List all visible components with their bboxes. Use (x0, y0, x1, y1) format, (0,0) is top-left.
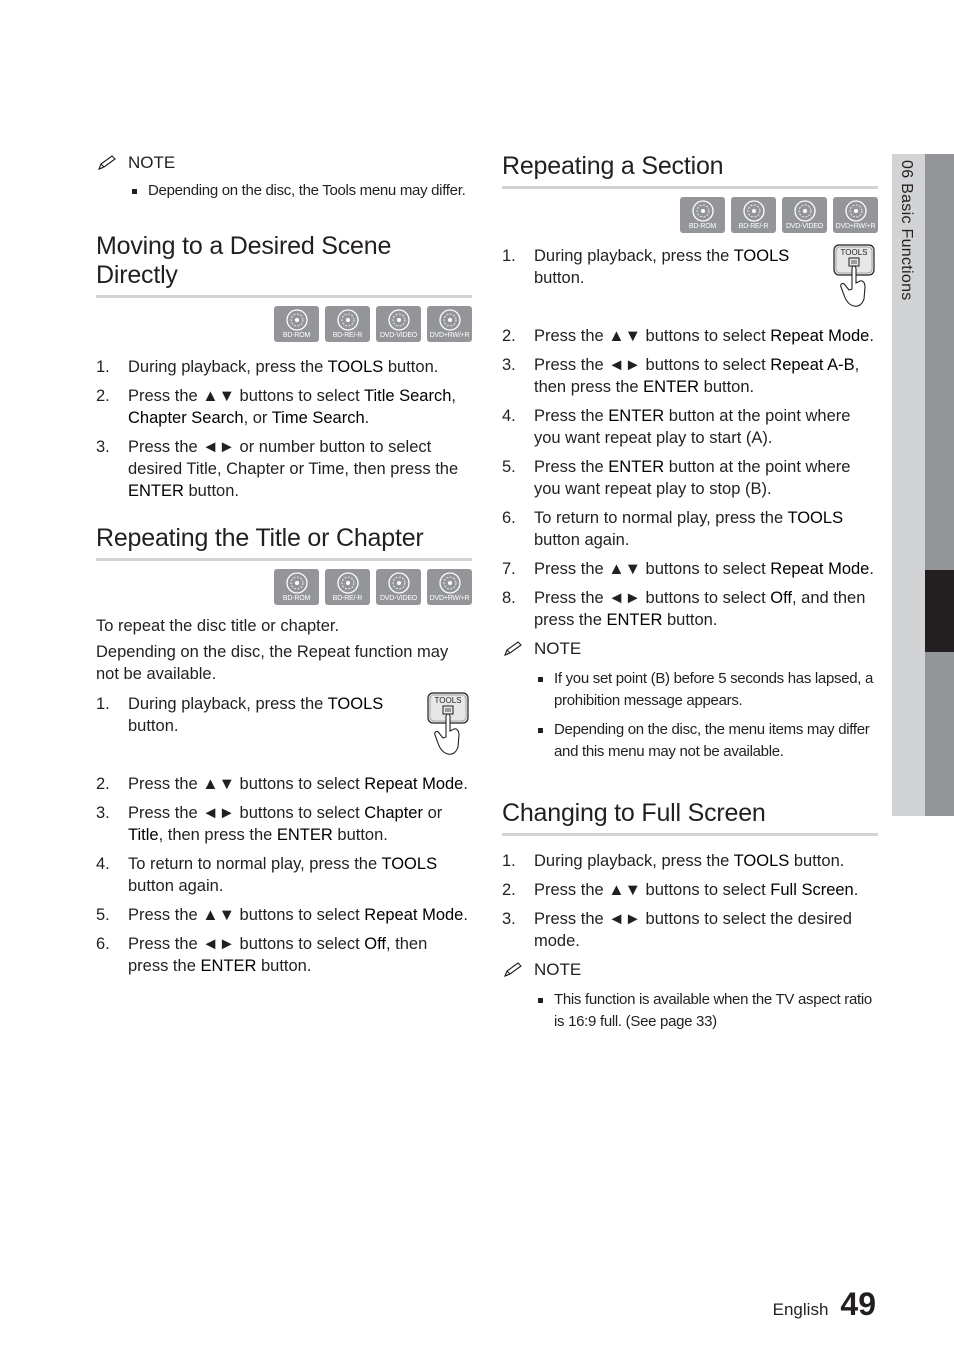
step-text-run: . (869, 327, 874, 345)
step-text (534, 509, 843, 549)
step-text-run: button. (128, 717, 179, 735)
step-text-run: . (853, 881, 859, 899)
disc-format-icon (731, 197, 776, 233)
disc-format-icon (782, 197, 827, 233)
disc-format-label: DVD-VIDEO (379, 332, 418, 339)
disc-format-icon (274, 306, 319, 342)
disc-format-icon (376, 569, 421, 605)
step-text-run: button at the point where you want repeat play to start (A). (534, 407, 851, 447)
step-text-run: , or (243, 409, 272, 427)
step-text-run: During playback, press the (534, 247, 734, 265)
step-text-run: During playback, press the (128, 358, 328, 376)
button-name: Chapter Search (128, 409, 244, 427)
button-name: Repeat Mode (364, 906, 464, 924)
button-name: TOOLS (733, 852, 790, 870)
step-text-run: or (422, 804, 443, 822)
step-text-run: button. (789, 852, 845, 870)
disc-format-label: DVD-VIDEO (785, 223, 824, 230)
step-item (502, 507, 878, 551)
step-item (502, 908, 878, 952)
note-heading (502, 636, 878, 662)
note-block (502, 957, 878, 1033)
note-item: Depending on the disc, the menu items may differ and this menu may not be available. (534, 719, 878, 763)
step-item (96, 802, 472, 846)
button-name: ENTER (606, 611, 663, 629)
button-name: Repeat Mode (770, 560, 870, 578)
step-text-run: button. (183, 482, 239, 500)
steps-list (96, 356, 472, 502)
button-name: TOOLS (733, 247, 790, 265)
button-name: Repeat Mode (770, 327, 870, 345)
step-number: 1. (502, 247, 516, 265)
step-text-run: Press the ◄► buttons to select (128, 804, 365, 822)
step-text-run: Press the ▲▼ buttons to select (534, 327, 771, 345)
step-text-run: Press the ▲▼ buttons to select (534, 881, 771, 899)
step-item (96, 773, 472, 795)
tools-button-label: TOOLS (840, 248, 868, 257)
step-number: 3. (502, 356, 516, 374)
note-block (96, 150, 472, 202)
disc-icon (743, 200, 765, 222)
step-text-run: , (451, 387, 457, 405)
step-item (502, 456, 878, 500)
section-title: Moving to a Desired Scene Directly (96, 232, 472, 298)
section-title: Repeating a Section (502, 152, 878, 189)
step-text-run: During playback, press the (534, 852, 734, 870)
disc-format-label: BD-RE/-R (332, 595, 363, 602)
step-text-run: Press the ◄► buttons to select the desired mode. (534, 910, 852, 950)
step-text-run: button. (256, 957, 312, 975)
step-number: 3. (96, 438, 110, 456)
step-number: 2. (502, 881, 516, 899)
step-number: 4. (96, 855, 110, 873)
step-text-run: To return to normal play, press the (534, 509, 788, 527)
step-text (534, 881, 858, 899)
button-name: Off (364, 935, 386, 953)
note-item: If you set point (B) before 5 seconds has lapsed, a prohibition message appears. (534, 668, 878, 712)
note-title: NOTE (534, 639, 582, 658)
step-text-run: . (463, 775, 468, 793)
disc-format-label: BD-ROM (688, 223, 717, 230)
disc-icons (502, 197, 878, 233)
step-text (534, 327, 874, 345)
step-text-run: . (869, 560, 874, 578)
button-name: Off (770, 589, 792, 607)
step-text-run: button. (332, 826, 388, 844)
disc-icon (337, 572, 359, 594)
disc-icon (439, 572, 461, 594)
disc-format-icon (325, 569, 370, 605)
disc-format-label: BD-RE/-R (332, 332, 363, 339)
disc-icon (286, 572, 308, 594)
step-text-run: button. (534, 269, 585, 287)
steps-list (502, 850, 878, 952)
step-text (128, 906, 468, 924)
button-name: ENTER (276, 826, 333, 844)
step-text (534, 245, 878, 289)
step-text-run: Press the ▲▼ buttons to select (534, 560, 771, 578)
tools-button-icon (832, 243, 876, 309)
step-number: 2. (96, 775, 110, 793)
step-item (96, 904, 472, 926)
step-text-run: . (364, 409, 370, 427)
right-column (502, 150, 878, 1033)
step-number: 5. (502, 458, 516, 476)
step-text-run: , and then press the (534, 589, 866, 629)
note-item: This function is available when the TV aspect ratio is 16:9 full. (See page 33) (534, 989, 878, 1033)
step-number: 1. (96, 695, 110, 713)
disc-icon (388, 572, 410, 594)
step-item (96, 436, 472, 502)
step-text-run: Press the (534, 407, 609, 425)
step-number: 2. (96, 387, 110, 405)
step-item (502, 587, 878, 631)
disc-icon (439, 309, 461, 331)
step-text-run: Press the ◄► buttons to select (534, 356, 771, 374)
step-item (96, 385, 472, 429)
step-item (502, 325, 878, 347)
button-name: Time Search (271, 409, 365, 427)
page-footer (773, 1286, 876, 1323)
step-text-run: Press the (534, 458, 609, 476)
step-text (128, 387, 456, 427)
step-text-run: , then press the (158, 826, 277, 844)
section-title: Changing to Full Screen (502, 799, 878, 836)
button-name: TOOLS (787, 509, 844, 527)
step-text-run: . (463, 906, 468, 924)
steps-list (502, 245, 878, 631)
step-number: 7. (502, 560, 516, 578)
step-item (502, 558, 878, 580)
step-text-run: Press the ▲▼ buttons to select (128, 387, 364, 405)
button-name: ENTER (200, 957, 257, 975)
button-name: Full Screen (770, 881, 854, 899)
step-text-run: Press the ◄► buttons to select (534, 589, 771, 607)
side-tab-edge (925, 154, 954, 816)
step-number: 2. (502, 327, 516, 345)
step-text-run: , then press the (534, 356, 860, 396)
button-name: Title Search (363, 387, 452, 405)
step-number: 1. (502, 852, 516, 870)
pencil-icon (502, 961, 524, 979)
step-text-run: button. (383, 358, 439, 376)
note-item: Depending on the disc, the Tools menu may differ. (128, 180, 472, 202)
pencil-icon (502, 640, 524, 658)
intro-text: To repeat the disc title or chapter. (96, 617, 340, 635)
intro-text: Depending on the disc, the Repeat function may not be available. (96, 643, 449, 683)
tools-button-icon (426, 691, 470, 757)
disc-icon (337, 309, 359, 331)
disc-icon (286, 309, 308, 331)
step-text-run: Press the ◄► or number button to select desired Title, Chapter or Time, then press the (128, 438, 459, 478)
step-text (128, 804, 442, 844)
pencil-icon (96, 154, 118, 172)
button-name: ENTER (128, 482, 184, 500)
disc-icon (388, 309, 410, 331)
step-item (502, 245, 878, 311)
disc-icon (692, 200, 714, 222)
side-tab-marker (925, 570, 954, 652)
step-number: 3. (502, 910, 516, 928)
step-number: 6. (96, 935, 110, 953)
step-text (128, 358, 438, 376)
step-item (502, 354, 878, 398)
button-name: ENTER (608, 458, 665, 476)
step-text (128, 693, 472, 737)
step-item (502, 850, 878, 872)
button-name: TOOLS (327, 358, 384, 376)
step-item (96, 853, 472, 897)
step-text (128, 855, 437, 895)
step-number: 1. (96, 358, 110, 376)
note-title: NOTE (128, 153, 176, 172)
tools-button-label: TOOLS (434, 696, 462, 705)
button-name: Chapter (364, 804, 423, 822)
button-name: TOOLS (327, 695, 384, 713)
chapter-label: 06 Basic Functions (898, 160, 915, 301)
step-text-run: button. (699, 378, 755, 396)
step-text (534, 407, 850, 447)
step-number: 8. (502, 589, 516, 607)
steps-list (96, 693, 472, 977)
step-number: 5. (96, 906, 110, 924)
button-name: Title (128, 826, 159, 844)
step-text-run: button again. (128, 877, 224, 895)
note-title: NOTE (534, 960, 582, 979)
disc-format-label: DVD+RW/+R (429, 332, 470, 339)
step-item (96, 356, 472, 378)
step-item (502, 879, 878, 901)
button-name: TOOLS (381, 855, 438, 873)
page-number: 49 (840, 1286, 876, 1322)
left-column (96, 150, 472, 984)
disc-format-icon (274, 569, 319, 605)
button-name: ENTER (643, 378, 700, 396)
disc-format-icon (427, 569, 472, 605)
disc-format-label: DVD-VIDEO (379, 595, 418, 602)
disc-icons (96, 569, 472, 605)
disc-format-label: BD-ROM (282, 595, 311, 602)
disc-format-icon (680, 197, 725, 233)
step-text-run: button. (662, 611, 718, 629)
step-text (534, 356, 859, 396)
step-text (534, 852, 844, 870)
footer-language: English (772, 1300, 829, 1319)
step-item (96, 693, 472, 759)
note-heading (502, 957, 878, 983)
step-number: 3. (96, 804, 110, 822)
disc-format-icon (376, 306, 421, 342)
step-text-run: button at the point where you want repeat play to stop (B). (534, 458, 851, 498)
button-name: Repeat Mode (364, 775, 464, 793)
step-text-run: button again. (534, 531, 630, 549)
step-text-run: Press the ▲▼ buttons to select (128, 906, 365, 924)
disc-icon (794, 200, 816, 222)
note-block (502, 636, 878, 763)
step-number: 4. (502, 407, 516, 425)
step-text-run: To return to normal play, press the (128, 855, 382, 873)
step-text (128, 775, 468, 793)
disc-icon (845, 200, 867, 222)
step-text-run: Press the ◄► buttons to select (128, 935, 365, 953)
step-text (128, 438, 458, 500)
disc-format-label: BD-ROM (282, 332, 311, 339)
step-text (534, 560, 874, 578)
step-text (534, 910, 852, 950)
section-title: Repeating the Title or Chapter (96, 524, 472, 561)
step-text (534, 458, 850, 498)
step-text (128, 935, 427, 975)
disc-format-label: DVD+RW/+R (429, 595, 470, 602)
step-text-run: During playback, press the (128, 695, 328, 713)
note-heading (96, 150, 472, 176)
step-text-run: Press the ▲▼ buttons to select (128, 775, 365, 793)
step-number: 6. (502, 509, 516, 527)
step-item (96, 933, 472, 977)
step-text-run: , then press the (128, 935, 428, 975)
button-name: Repeat A-B (770, 356, 855, 374)
disc-format-icon (325, 306, 370, 342)
disc-format-icon (427, 306, 472, 342)
button-name: ENTER (608, 407, 665, 425)
step-text (534, 589, 865, 629)
disc-icons (96, 306, 472, 342)
disc-format-label: BD-RE/-R (738, 223, 769, 230)
disc-format-label: DVD+RW/+R (835, 223, 876, 230)
step-item (502, 405, 878, 449)
disc-format-icon (833, 197, 878, 233)
